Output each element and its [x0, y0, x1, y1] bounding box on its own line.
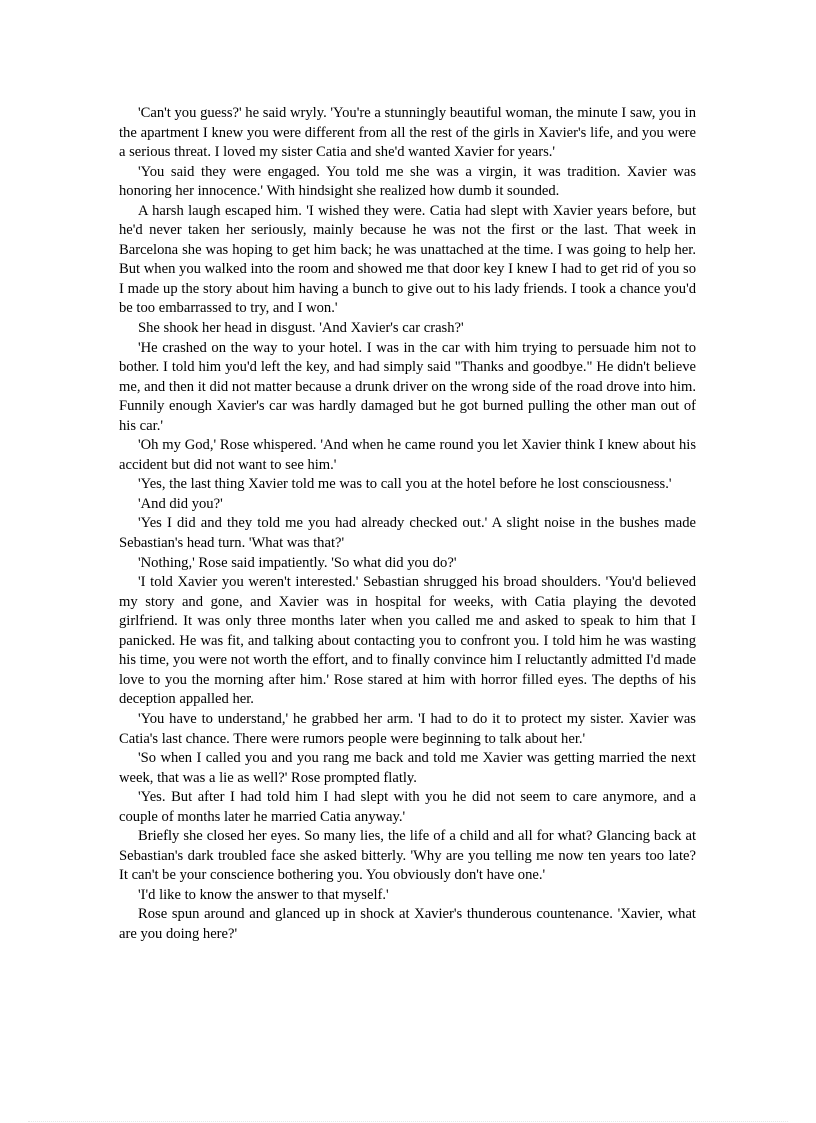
- body-text: [119, 104, 696, 945]
- paragraph: A harsh laugh escaped him. 'I wished they were. Catia had slept with Xavier years before, but he'd never taken her seriously, mainly because he was not the first or the last. That week in Barcelona she was hoping to get him back; he was unattached at the time. I was going to help her. But when you walked into the room and showed me that door key I knew I had to get rid of you so I made up the story about him having a bunch to give out to his lady friends. I took a chance you'd be too embarrassed to try, and I won.': [119, 202, 696, 317]
- paragraph: 'I'd like to know the answer to that myself.': [138, 886, 389, 903]
- paragraph: She shook her head in disgust. 'And Xavier's car crash?': [138, 320, 464, 337]
- paragraph: 'Yes. But after I had told him I had slept with you he did not seem to care anymore, and a couple of months later he married Catia anyway.': [119, 789, 696, 825]
- page-edge-divider: [28, 1121, 788, 1122]
- paragraph: 'So when I called you and you rang me back and told me Xavier was getting married the next week, that was a lie as well?' Rose prompted flatly.: [119, 750, 696, 786]
- paragraph: 'And did you?': [138, 495, 223, 512]
- paragraph: 'Yes I did and they told me you had already checked out.' A slight noise in the bushes made Sebastian's head turn. 'What was that?': [119, 515, 696, 552]
- paragraph: 'I told Xavier you weren't interested.' Sebastian shrugged his broad shoulders. 'You'd believed my story and gone, and Xavier was in hospital for weeks, with Catia playing the devoted girlfriend. It was only three months later when you called me and asked to speak to him that I panicked. He was fit, and talking about contacting you to confront you. I told him he was wasting his time, you were not worth the effort, and to finally convince him I reluctantly admitted I'd made love to you the morning after him.' Rose stared at him with horror filled eyes. The depths of his deception appalled her.: [119, 574, 696, 708]
- paragraph: Briefly she closed her eyes. So many lies, the life of a child and all for what? Glancing back at Sebastian's dark troubled face she asked bitterly. 'Why are you telling me now ten years too late? It can't be your conscience bothering you. You obviously don't have one.': [119, 828, 696, 884]
- paragraph: 'He crashed on the way to your hotel. I was in the car with him trying to persuade him not to bother. I told him you'd left the key, and had simply said "Thanks and goodbye." He didn't believe me, and then it did not matter because a drunk driver on the wrong side of the road drove into him. Funnily enough Xavier's car was hardly damaged but he got burned pulling the other man out of his car.': [119, 339, 696, 434]
- paragraph: 'Can't you guess?' he said wryly. 'You're a stunningly beautiful woman, the minute I saw, you in the apartment I knew you were different from all the rest of the girls in Xavier's life, and you were a serious threat. I loved my sister Catia and she'd wanted Xavier for years.': [119, 105, 696, 161]
- paragraph: Rose spun around and glanced up in shock at Xavier's thunderous countenance. 'Xavier, what are you doing here?': [119, 906, 696, 942]
- paragraph: 'You have to understand,' he grabbed her arm. 'I had to do it to protect my sister. Xavier was Catia's last chance. There were rumors people were beginning to talk about her.': [119, 710, 696, 747]
- paragraph: 'You said they were engaged. You told me she was a virgin, it was tradition. Xavier was honoring her innocence.' With hindsight she realized how dumb it sounded.: [119, 163, 696, 200]
- paragraph: 'Nothing,' Rose said impatiently. 'So what did you do?': [138, 554, 457, 571]
- paragraph: 'Yes, the last thing Xavier told me was to call you at the hotel before he lost consciousness.': [138, 476, 672, 493]
- paragraph: 'Oh my God,' Rose whispered. 'And when he came round you let Xavier think I knew about his accident but did not want to see him.': [119, 437, 696, 473]
